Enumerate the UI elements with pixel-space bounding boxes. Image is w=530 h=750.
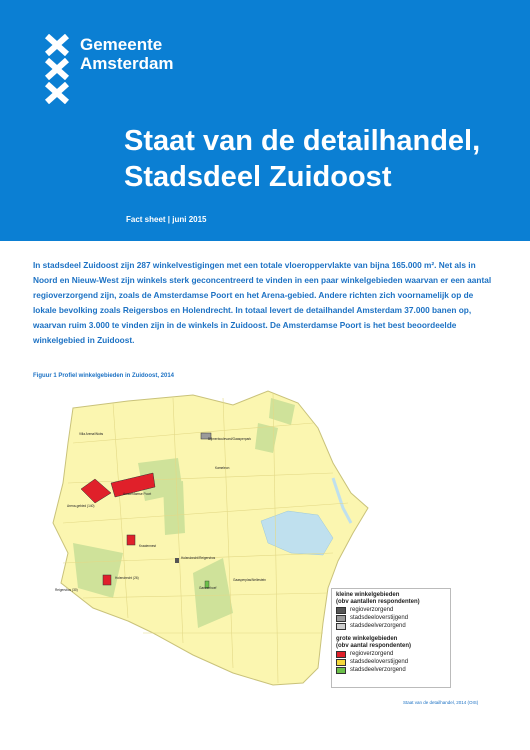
legend-item-label: regioverzorgend: [350, 651, 394, 657]
legend-swatch: [336, 667, 346, 674]
andreas-cross-icon: [43, 82, 71, 104]
legend-item-label: stadsdeeloverstijgend: [350, 659, 409, 665]
map-label: Holendrecht/Reigersbos: [181, 556, 216, 560]
title-line2: Stadsdeel Zuidoost: [124, 161, 392, 193]
legend-item-label: stadsdeelverzorgend: [350, 667, 406, 673]
shopping-area-kraaiennest: [127, 535, 135, 545]
brand-name: [80, 35, 174, 73]
legend-swatch: [336, 623, 346, 630]
brand-line2: Amsterdam: [80, 54, 174, 73]
header-banner: [0, 0, 530, 241]
figure-caption: Figuur 1 Profiel winkelgebieden in Zuidoost, 2014: [33, 373, 175, 379]
map-label: Holendrecht (26): [115, 576, 139, 580]
legend-subheading: (obv aantal respondenten): [336, 643, 412, 649]
map-label: Arena-gebied (140): [67, 504, 95, 508]
legend-item-label: stadsdeeloverstijgend: [350, 615, 409, 621]
andreas-cross-logo: [43, 34, 71, 106]
legend-item-label: stadsdeelverzorgend: [350, 623, 406, 629]
map-label: Villa Arena/Wobs: [79, 432, 104, 436]
legend-swatch: [336, 659, 346, 666]
map-label: Reigersbos (30): [55, 588, 78, 592]
legend-swatch: [336, 651, 346, 658]
legend-swatch: [336, 607, 346, 614]
intro-paragraph: In stadsdeel Zuidoost zijn 287 winkelvestigingen met een totale vloeroppervlakte van bijna 165.000 m². Net als in Noord en Nieuw-West zijn winkels sterk geconcentreerd te vinden in een paar winkelgebieden waarvan er een aantal regioverzorgend zijn, zoals de Amsterdamse Poort en het Arena-gebied. Andere richten zich voornamelijk op de lokale bevolking zoals Reigersbos en Holendrecht. In totaal levert de detailhandel Amsterdam 37.000 banen op, waarvan ruim 3.000 te vinden zijn in de winkels in Zuidoost. De Amsterdamse Poort is het best beoordeelde winkelgebied in Zuidoost.: [33, 260, 492, 345]
map-label: Amsterdamse Poort: [123, 492, 152, 496]
legend-item: [332, 658, 450, 666]
andreas-cross-icon: [43, 34, 71, 56]
brand-line1: Gemeente: [80, 35, 163, 54]
subtitle: Fact sheet | juni 2015: [126, 215, 207, 224]
legend-swatch: [336, 615, 346, 622]
shopping-area-small: [175, 558, 179, 563]
legend-heading: kleine winkelgebieden: [336, 592, 400, 598]
legend-item: [332, 622, 450, 630]
legend-item: [332, 606, 450, 614]
legend-heading: grote winkelgebieden: [336, 636, 398, 642]
map-label: Kameleon: [215, 466, 230, 470]
map-label: Ganzenhoef: [199, 586, 217, 590]
legend-item-label: regioverzorgend: [350, 607, 394, 613]
map-label: Kraaiennest: [139, 544, 157, 548]
shopping-area-reigersbos: [103, 575, 111, 585]
source-note: Staat van de detailhandel, 2014 (OIS): [403, 700, 479, 705]
map-label: Bijlmerboulevard/Gaasperpark: [208, 437, 252, 441]
legend-subheading: (obv aantallen respondenten): [336, 599, 420, 605]
andreas-cross-icon: [43, 58, 71, 80]
legend-item: [332, 666, 450, 674]
page-title: [124, 123, 480, 195]
legend-item: [332, 650, 450, 658]
park-area: [163, 481, 185, 535]
map-legend: [331, 588, 451, 688]
legend-item: [332, 614, 450, 622]
title-line1: Staat van de detailhandel,: [124, 125, 481, 157]
map-label: Gaasperplas/Nellestein: [233, 578, 266, 582]
